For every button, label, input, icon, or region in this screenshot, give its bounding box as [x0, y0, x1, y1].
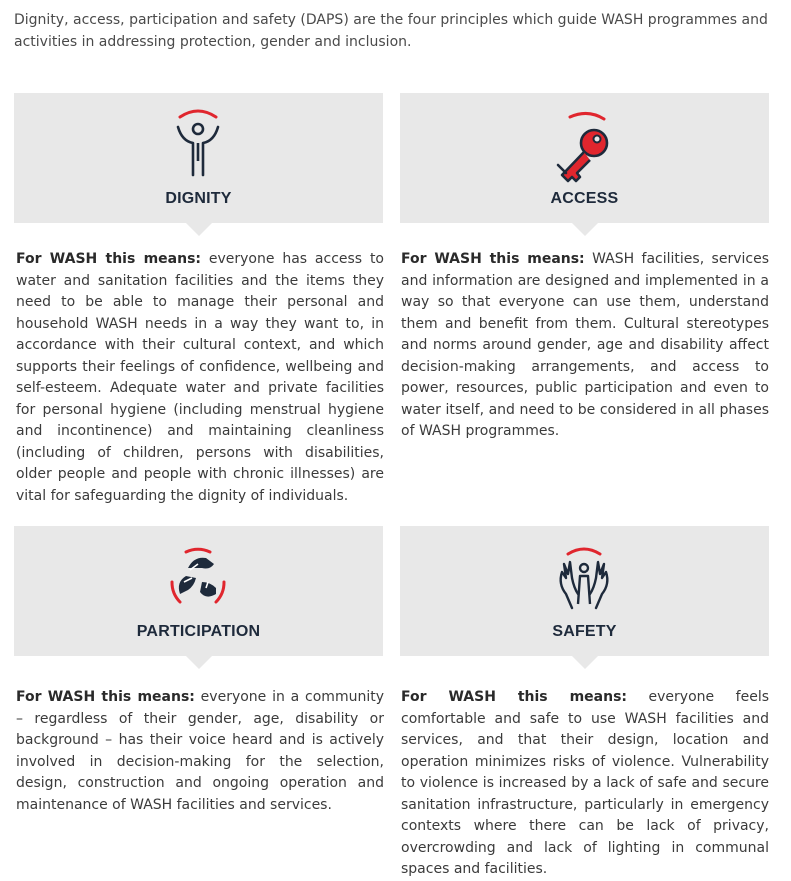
participation-lead: For WASH this means:: [16, 689, 195, 705]
participation-text: everyone in a community – regardless of their gender, age, disability or background – has their voice heard and is actively involved in decision-making for the selection, design, construction and ongoing operation and maintenance of WASH facilities and services.: [16, 689, 384, 813]
access-card: [400, 93, 769, 223]
safety-title: SAFETY: [552, 623, 617, 640]
card-pointer: [186, 656, 212, 669]
dignity-lead: For WASH this means:: [16, 251, 202, 267]
safety-text: everyone feels comfortable and safe to use WASH facilities and services, and that their design, location and operation minimizes risks of violence. Vulnerability to violence is increased by a lack of safe and secure sanitation infrastructure, particularly in emergency contexts where there can be lack of privacy, overcrowding and lack of lighting in communal spaces and facilities.: [401, 689, 769, 877]
key-icon: [544, 105, 624, 185]
safety-description: [401, 687, 769, 881]
safety-card: [400, 526, 769, 656]
dignity-text: everyone has access to water and sanitation facilities and the items they need to be able to manage their personal and household WASH needs in a way they want to, in accordance with their cultural context, and which supports their feelings of confidence, wellbeing and self-esteem. Adequate water and private facilities for personal hygiene (including menstrual hygiene and incontinence) and maintaining cleanliness (including of children, persons with disabilities, older people and people with chronic illnesses) are vital for safeguarding the dignity of individuals.: [16, 251, 384, 504]
safety-lead: For WASH this means:: [401, 689, 628, 705]
three-hands-icon: [158, 538, 238, 618]
participation-description: [16, 687, 384, 816]
access-lead: For WASH this means:: [401, 251, 585, 267]
card-pointer: [572, 223, 598, 236]
access-description: [401, 249, 769, 443]
card-pointer: [186, 223, 212, 236]
dignity-description: [16, 249, 384, 507]
intro-paragraph: Dignity, access, participation and safety (DAPS) are the four principles which guide WASH programmes and activities in addressing protection, gender and inclusion.: [14, 12, 768, 50]
person-arms-raised-icon: [158, 105, 238, 185]
participation-card: [14, 526, 383, 656]
dignity-title: DIGNITY: [165, 190, 232, 207]
protecting-hands-icon: [544, 538, 624, 618]
access-text: WASH facilities, services and information are designed and implemented in a way so that everyone can use them, understand them and benefit from them. Cultural stereotypes and norms around gender, age and disability affect decision-making arrangements, and access to power, resources, public participation and even to water itself, and need to be considered in all phases of WASH programmes.: [401, 251, 769, 439]
dignity-card: [14, 93, 383, 223]
card-pointer: [572, 656, 598, 669]
participation-title: PARTICIPATION: [136, 623, 261, 640]
access-title: ACCESS: [550, 190, 619, 207]
